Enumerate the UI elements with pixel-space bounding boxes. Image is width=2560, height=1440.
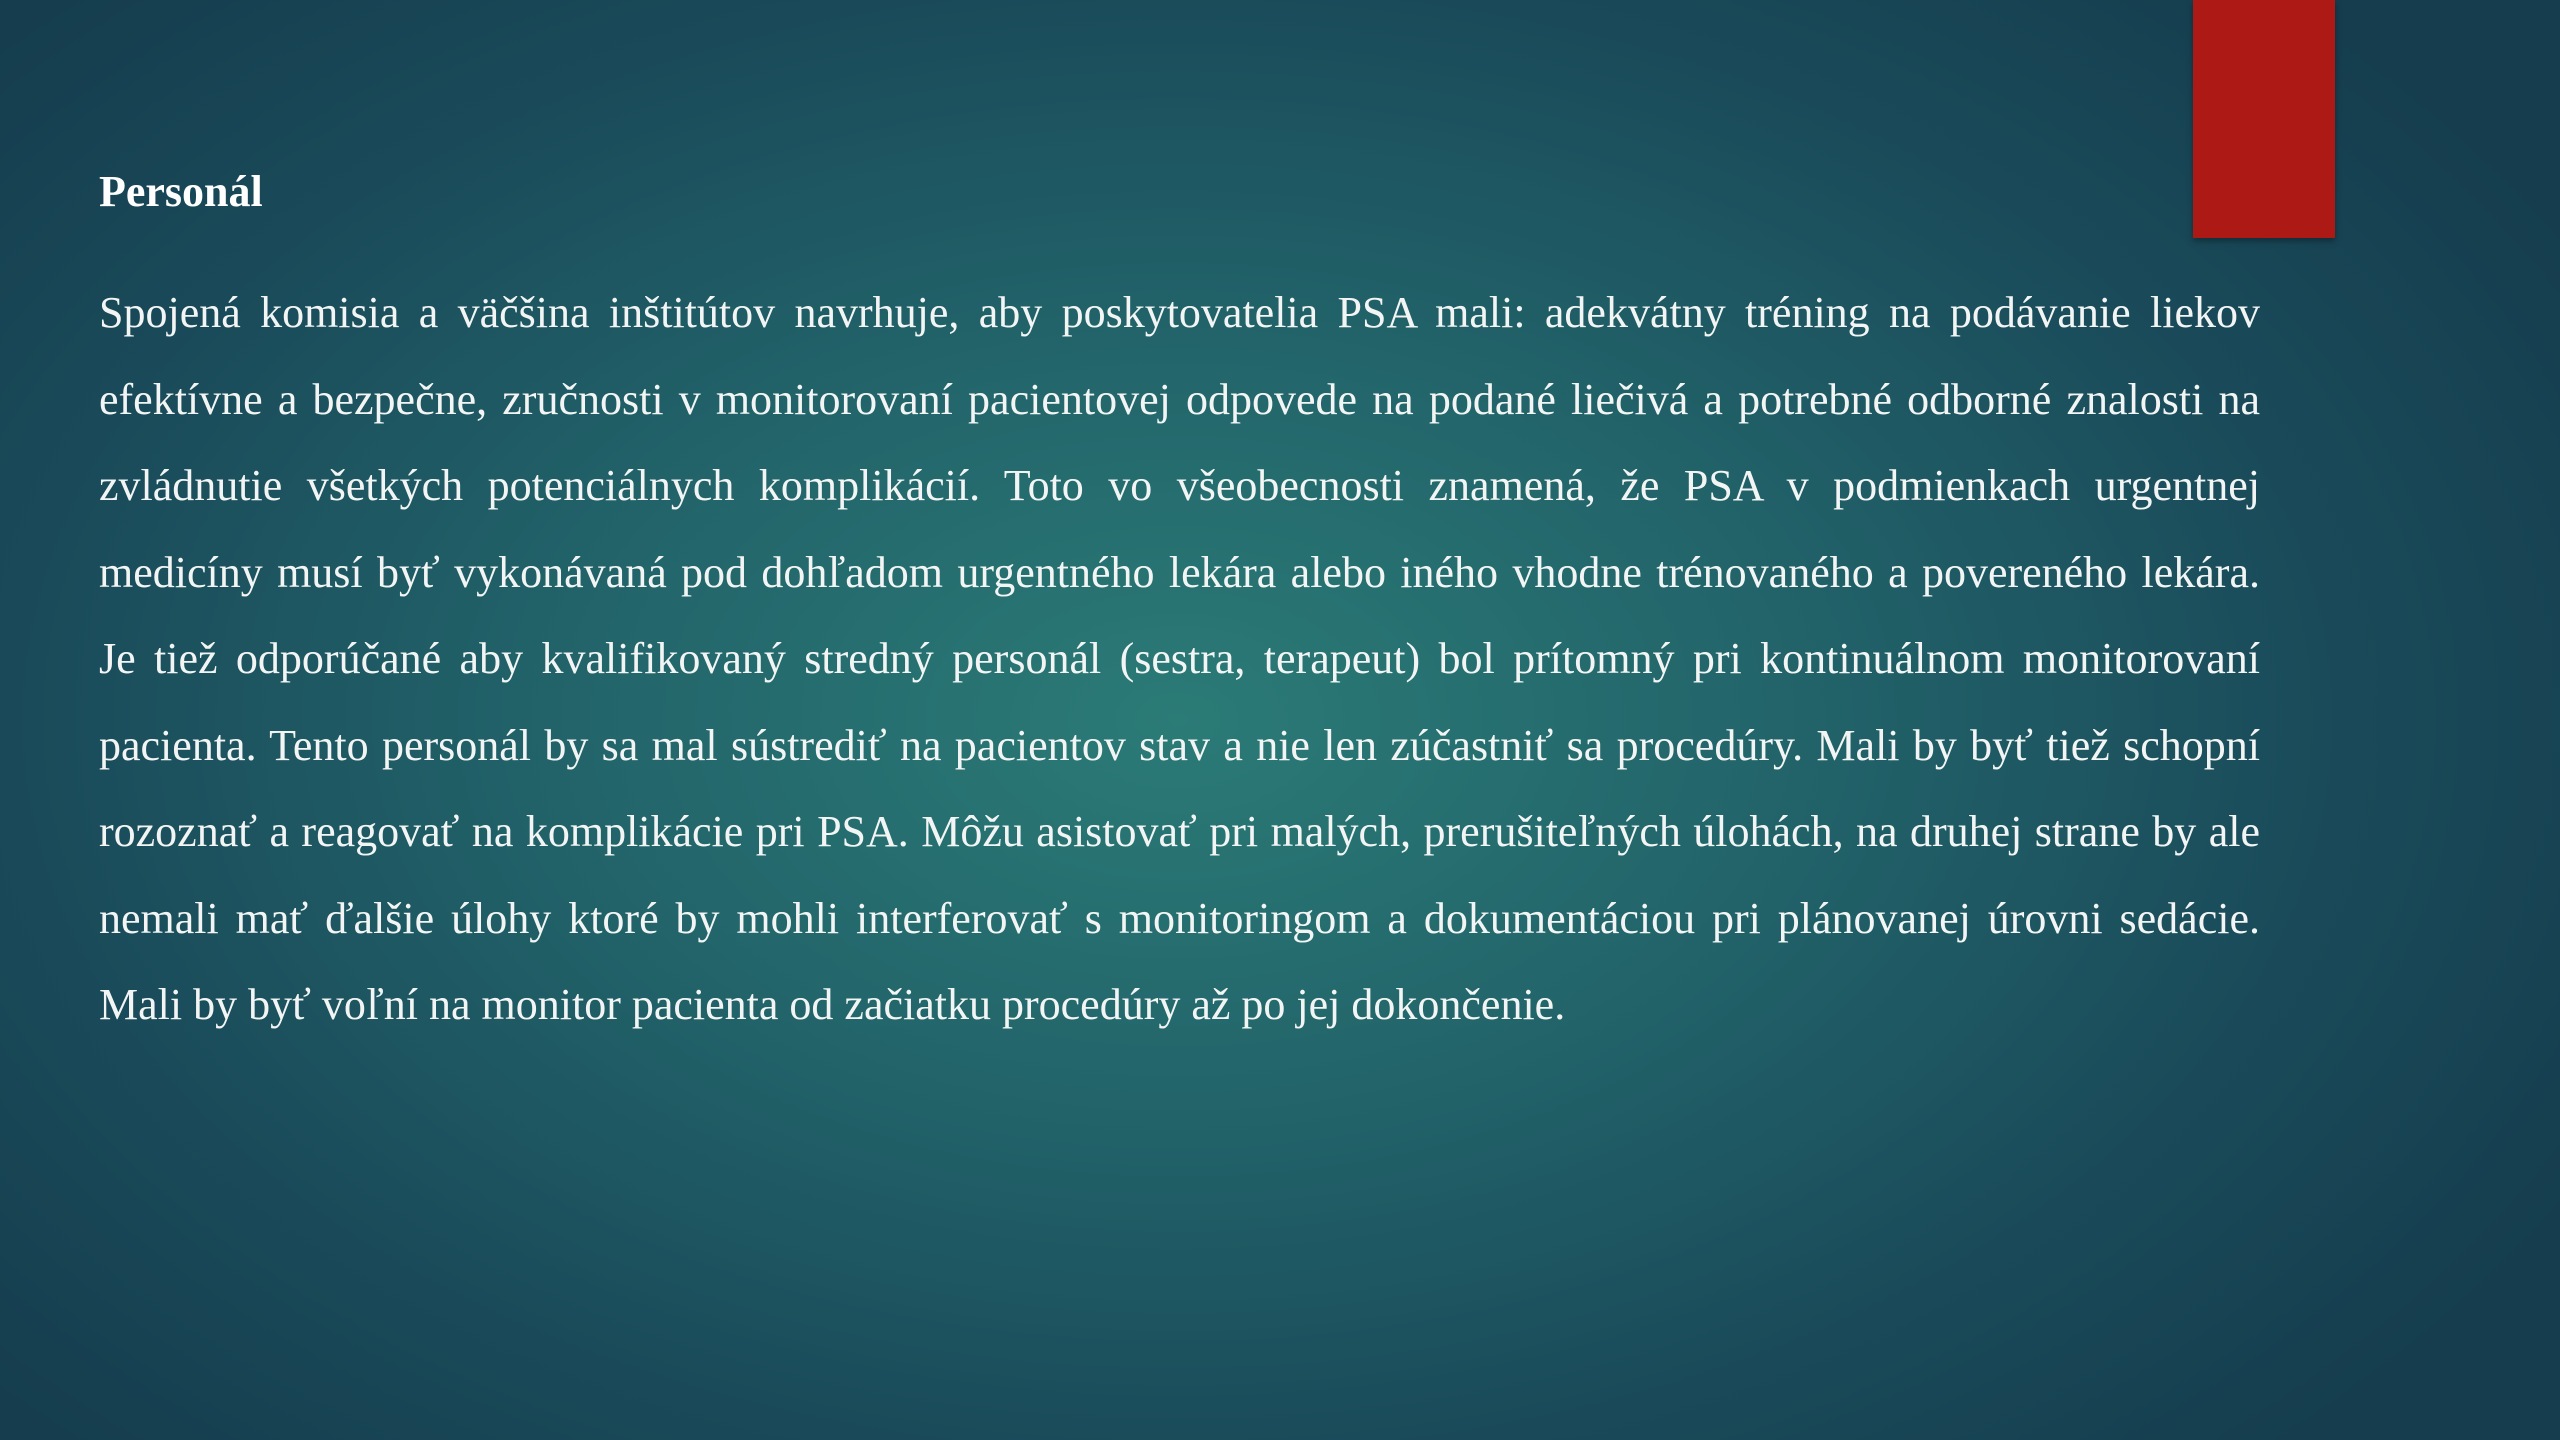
slide-title: Personál <box>99 167 263 216</box>
accent-bar <box>2193 0 2335 238</box>
slide-body-text: Spojená komisia a väčšina inštitútov navrhuje, aby poskytovatelia PSA mali: adekvátny tréning na podávanie liekov efektívne a bezpečne, zručnosti v monitorovaní pacientovej odpovede na podané liečivá a potrebné odborné znalosti na zvládnutie všetkých potenciálnych komplikácií. Toto vo všeobecnosti znamená, že PSA v podmienkach urgentnej medicíny musí byť vykonávaná pod dohľadom urgentného lekára alebo iného vhodne trénovaného a povereného lekára. Je tiež odporúčané aby kvalifikovaný stredný personál (sestra, terapeut) bol prítomný pri kontinuálnom monitorovaní pacienta. Tento personál by sa mal sústrediť na pacientov stav a nie len zúčastniť sa procedúry. Mali by byť tiež schopní rozoznať a reagovať na komplikácie pri PSA. Môžu asistovať pri malých, prerušiteľných úlohách, na druhej strane by ale nemali mať ďalšie úlohy ktoré by mohli interferovať s monitoringom a dokumentáciou pri plánovanej úrovni sedácie. Mali by byť voľní na monitor pacienta od začiatku procedúry až po jej dokončenie. <box>99 288 2260 1029</box>
